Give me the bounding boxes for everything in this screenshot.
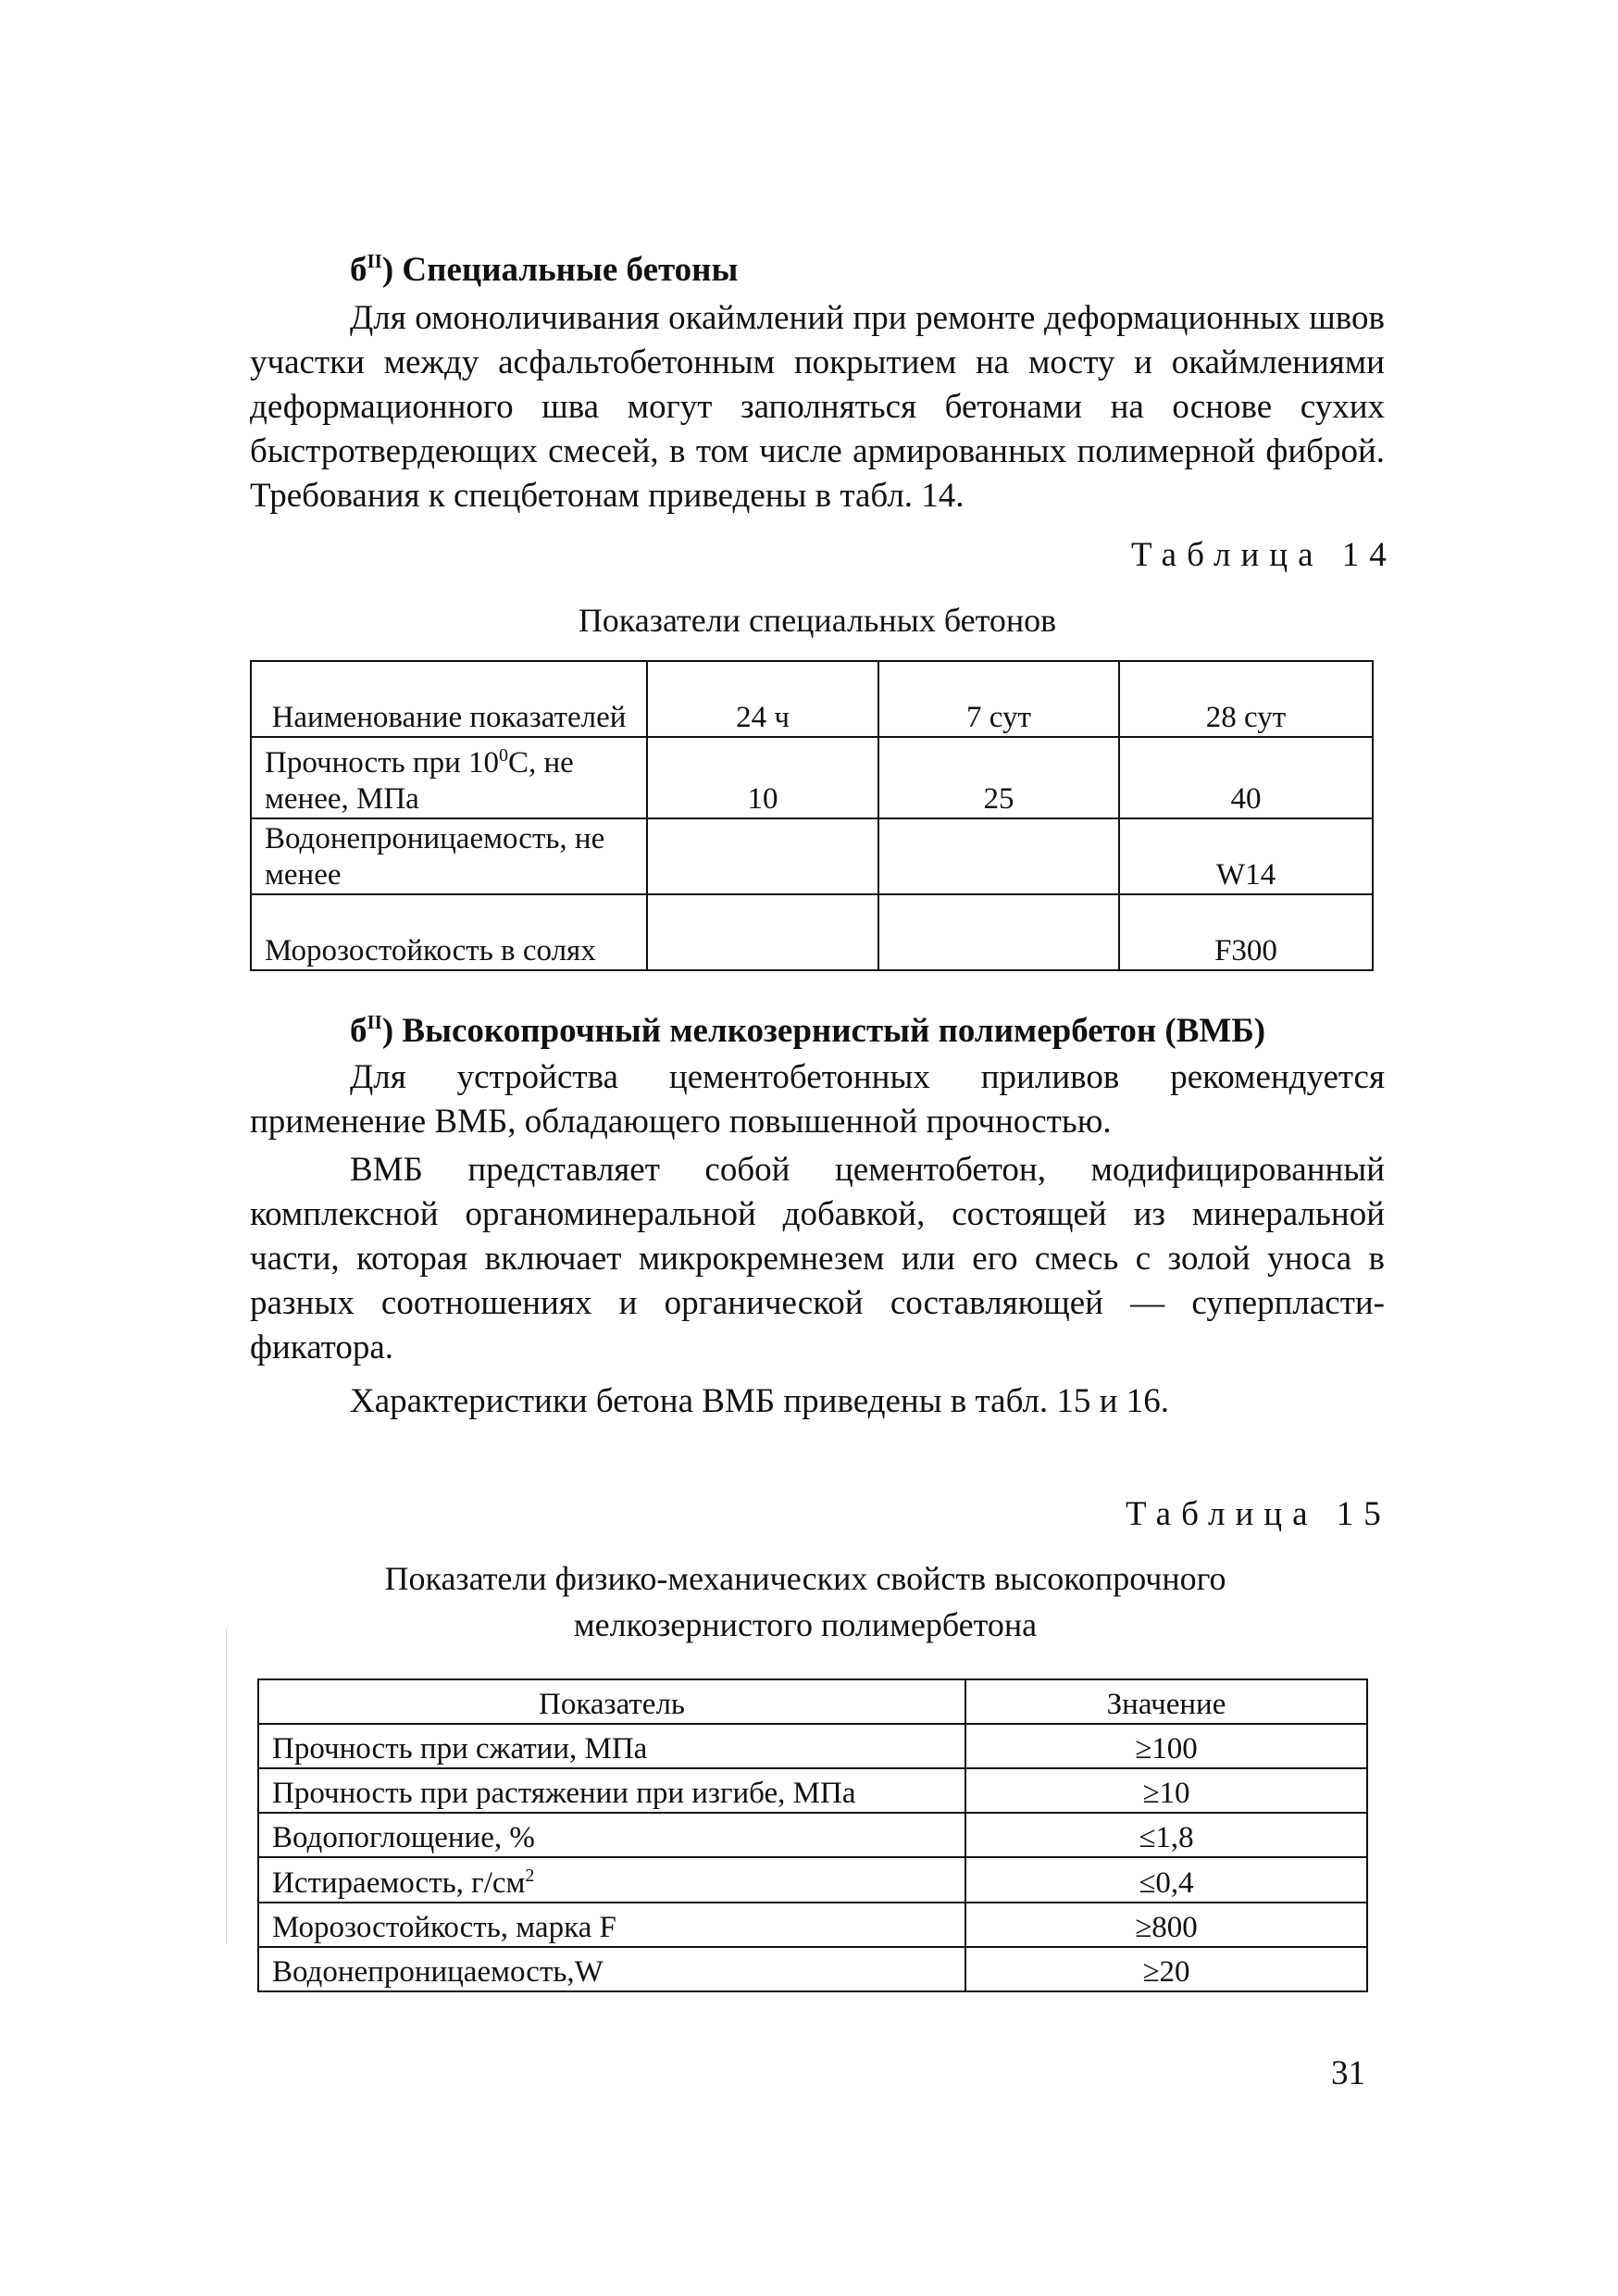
table-row: [258, 1857, 1367, 1903]
heading-prefix: б: [350, 251, 367, 289]
value-cell: ≥10: [965, 1768, 1367, 1813]
value-cell: F300: [1119, 894, 1373, 970]
table-row: [258, 1768, 1367, 1813]
heading-title: ) Высокопрочный мелкозернистый полимербетон (ВМБ): [381, 1012, 1266, 1050]
row-name-cell: Прочность при растяжении при изгибе, МПа: [258, 1768, 965, 1813]
heading-superscript: II: [367, 250, 382, 272]
header-cell: 24 ч: [647, 661, 878, 737]
value-cell: W14: [1119, 818, 1373, 894]
table14-caption: Показатели специальных бетонов: [578, 602, 1057, 639]
table14-label: Таблица 14: [1131, 536, 1397, 574]
value-cell: 25: [878, 737, 1119, 818]
table-header-row: [258, 1679, 1367, 1724]
row-name-cell: Морозостойкость, марка F: [258, 1903, 965, 1947]
table14: [250, 660, 1374, 971]
table-row: [258, 1724, 1367, 1768]
row-name-cell: Прочность при $10^0С$, не менее, МПа: [251, 737, 647, 818]
value-cell: [878, 818, 1119, 894]
header-cell: Наименование показателей: [251, 661, 647, 737]
header-cell: 7 сут: [878, 661, 1119, 737]
value-cell: [647, 818, 878, 894]
row-name-cell: Водонепроницаемость, не менее: [251, 818, 647, 894]
value-cell: 40: [1119, 737, 1373, 818]
section-heading-special-concrete: [350, 248, 738, 293]
page-number: 31: [1331, 2054, 1365, 2092]
table-row: [258, 1813, 1367, 1857]
table-header-row: [251, 661, 1373, 737]
row-name-cell: Морозостойкость в солях: [251, 894, 647, 970]
value-cell: ≥800: [965, 1903, 1367, 1947]
table-row: [251, 818, 1373, 894]
value-cell: ≥100: [965, 1724, 1367, 1768]
header-cell: 28 сут: [1119, 661, 1373, 737]
row-name-cell: Прочность при сжатии, МПа: [258, 1724, 965, 1768]
value-cell: ≤1,8: [965, 1813, 1367, 1857]
table-row: [258, 1947, 1367, 1991]
table-row: [251, 737, 1373, 818]
value-cell: ≤0,4: [965, 1857, 1367, 1903]
row-name-cell: Истираемость, $г/см^2$: [258, 1857, 965, 1903]
table-row: [251, 894, 1373, 970]
header-cell: Значение: [965, 1679, 1367, 1724]
heading-prefix: б: [350, 1012, 367, 1050]
heading-superscript: II: [367, 1011, 382, 1033]
table15-caption: Показатели физико-механических свойств высокопрочного мелкозернистого полимербетона: [384, 1560, 1226, 1643]
table15-label: Таблица 15: [1126, 1495, 1391, 1533]
paragraph-special-concrete: Для омоноличивания окаймлений при ремонте деформационных швов участки между асфальтобетонным покрытием на мосту и окаймлениями деформационного шва могут заполняться бетонами на основе сухих быстротвердеющих смесей, в том числе армированных полимерной фиброй. Требования к спецбетонам приведены в табл. 14.: [250, 299, 1385, 515]
table-row: [258, 1903, 1367, 1947]
row-name-cell: Водонепроницаемость,W: [258, 1947, 965, 1991]
value-cell: 10: [647, 737, 878, 818]
section-heading-vmb: [350, 1009, 1265, 1054]
header-cell: Показатель: [258, 1679, 965, 1724]
paragraph-vmb-reference: Характеристики бетона ВМБ приведены в табл. 15 и 16.: [350, 1382, 1169, 1420]
value-cell: ≥20: [965, 1947, 1367, 1991]
heading-title: ) Специальные бетоны: [381, 251, 739, 289]
table15: [257, 1678, 1368, 1992]
value-cell: [647, 894, 878, 970]
paragraph-vmb-usage: Для устройства цементобетонных приливов рекомендуется применение ВМБ, обладающего повышенной прочностью.: [250, 1058, 1385, 1141]
row-name-cell: Водопоглощение, %: [258, 1813, 965, 1857]
value-cell: [878, 894, 1119, 970]
paragraph-vmb-composition: ВМБ представляет собой цементобетон, модифицированный комплексной органоминеральной добавкой, состоящей из минеральной части, которая включает микрокремнезем или его смесь с золой уноса в разных соотношениях и органической составляющей — суперпласти-фикатора.: [250, 1151, 1385, 1366]
scan-artifact-line: [226, 1629, 227, 1944]
